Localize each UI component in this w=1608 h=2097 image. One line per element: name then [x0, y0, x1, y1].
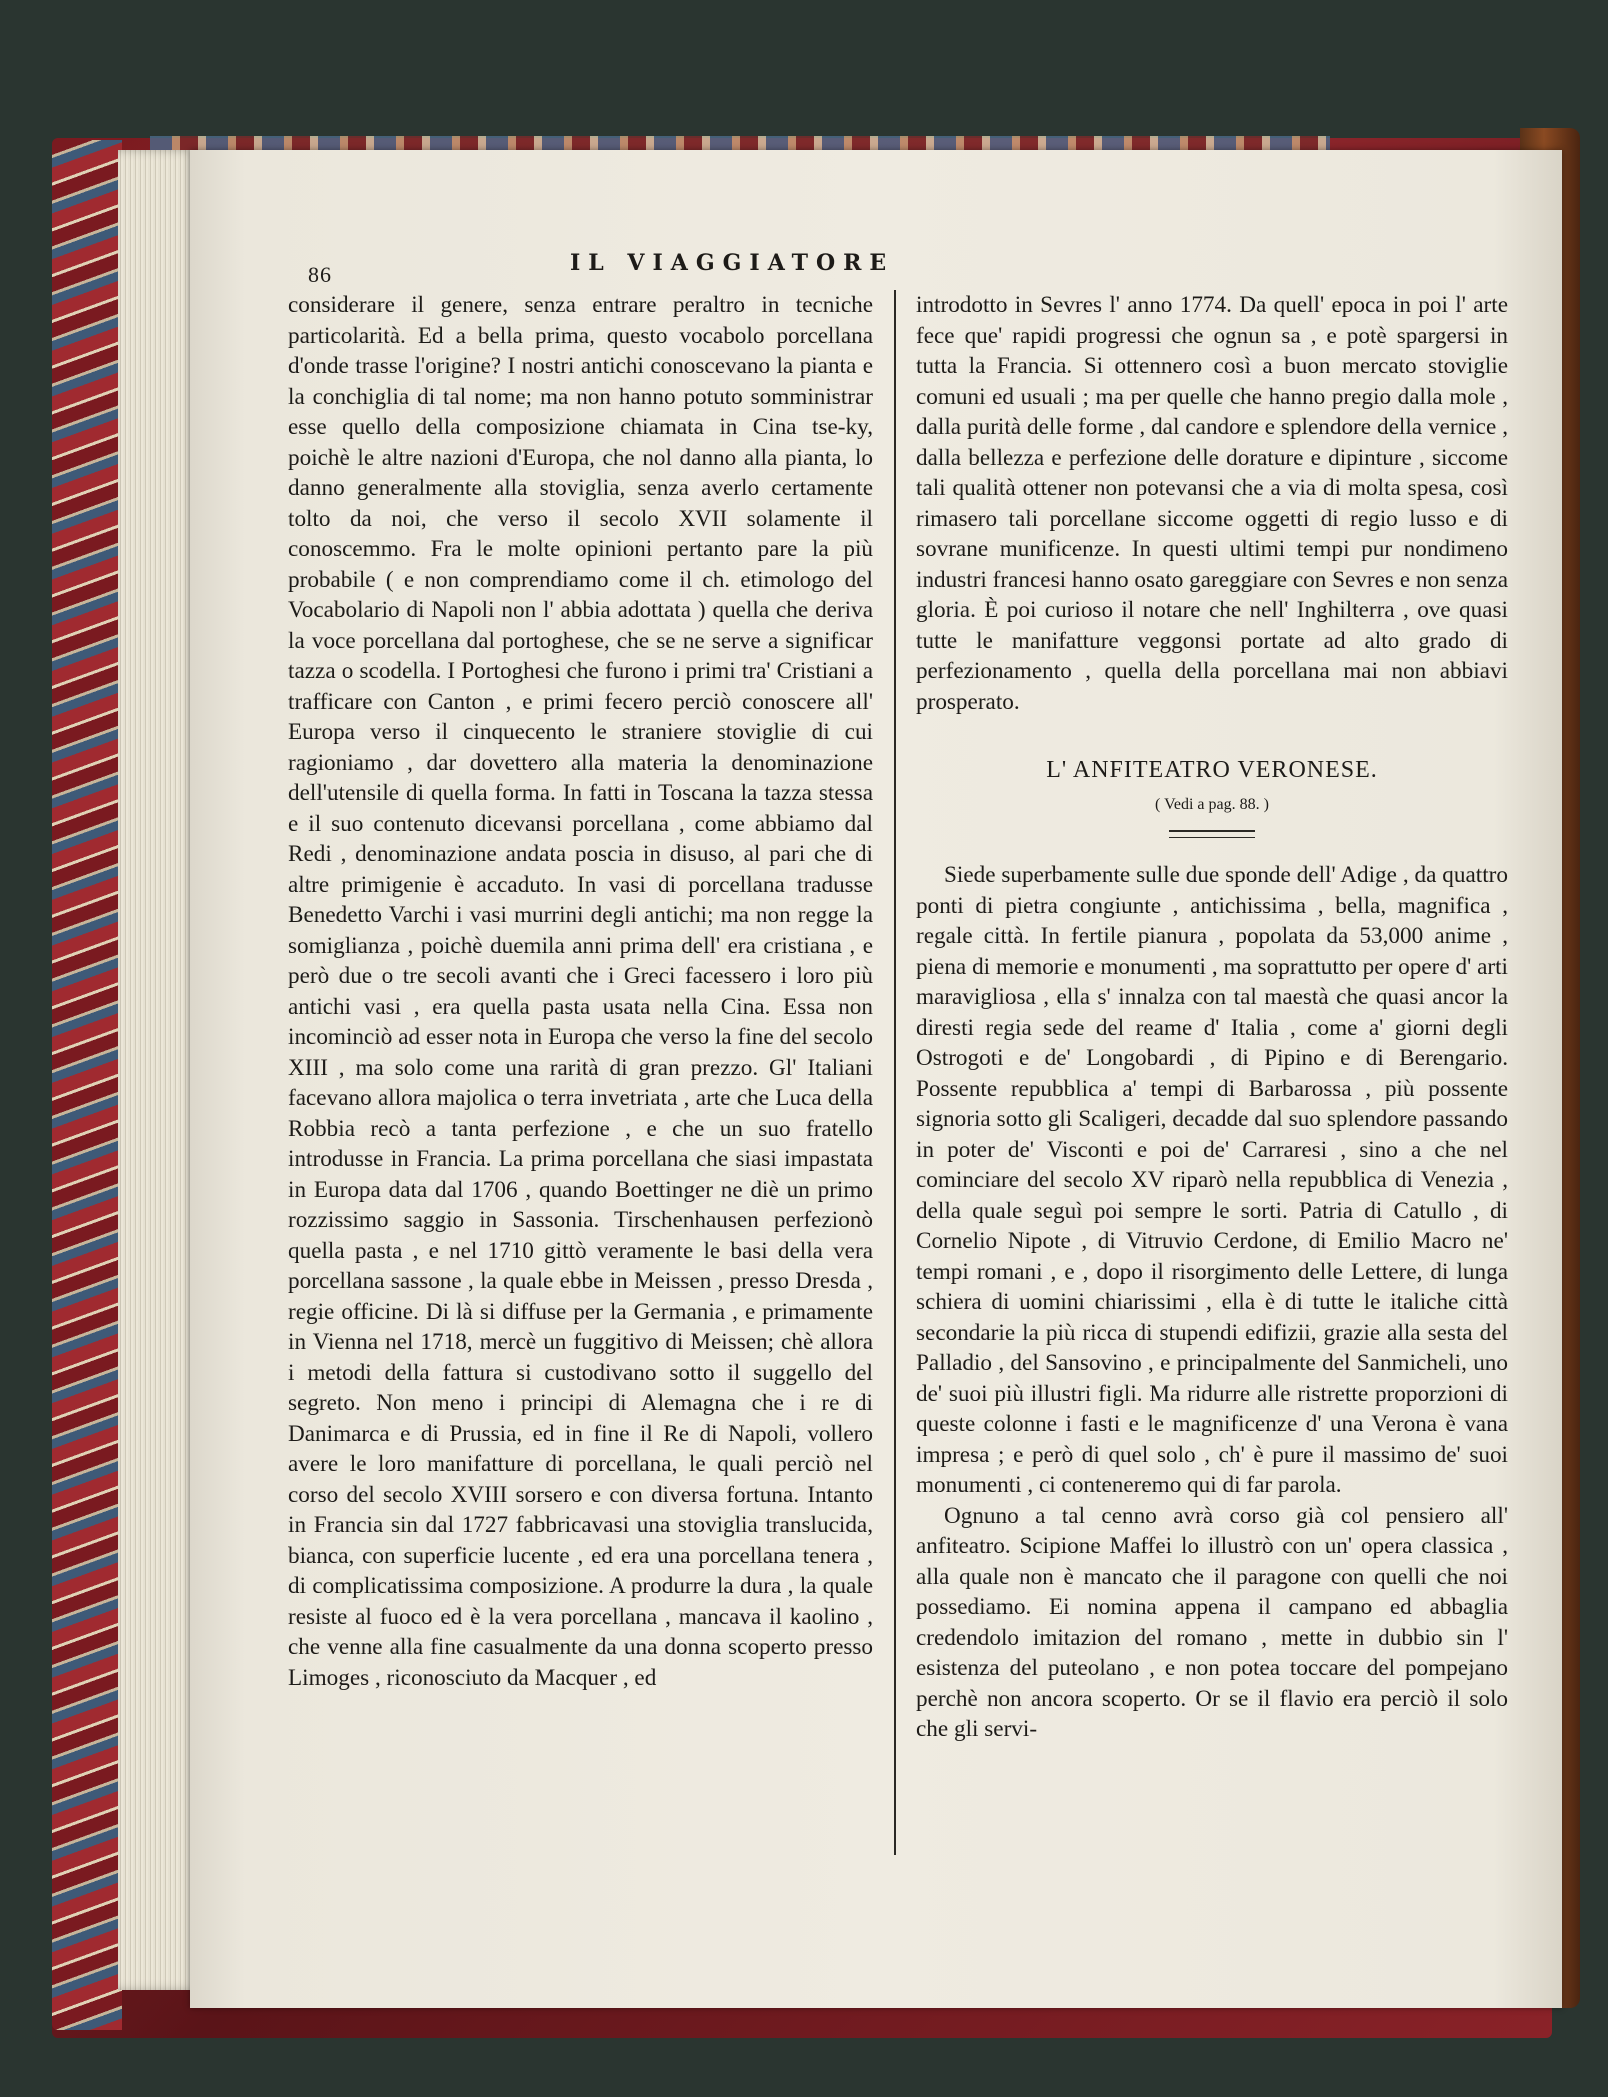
marbled-edge-top	[150, 136, 1330, 150]
running-head: IL VIAGGIATORE	[570, 250, 895, 276]
section-paragraph-2: Ognuno a tal cenno avrà corso già col pensiero all' anfiteatro. Scipione Maffei lo illustrò con un' opera classica , alla quale non è mancato che il paragone con quelli che noi possediamo. Ei nomina appena il campano ed abbaglia credendolo imitazion del romano , mette in dubbio sin l' esistenza del puteolano , e non potea toccare del pompejano perchè non ancora scoperto. Or se il flavio era perciò il solo che gli servi-	[916, 1502, 1508, 1742]
column-divider	[894, 290, 896, 1855]
book-page	[190, 150, 1562, 2008]
marbled-endpaper	[52, 140, 122, 2030]
section-subtitle: ( Vedi a pag. 88. )	[1155, 795, 1269, 813]
section-title: L' ANFITEATRO VERONESE.	[1046, 757, 1378, 783]
page-number: 86	[308, 262, 332, 287]
page-edges	[118, 150, 198, 1990]
left-paragraph: considerare il genere, senza entrare peraltro in tecniche particolarità. Ed a bella prima, questo vocabolo porcellana d'onde trasse l'origine? I nostri antichi conoscevano la pianta e la conchiglia di tal nome; ma non hanno potuto somministrar esse quello della composizione chiamata in Cina tse-ky, poichè le altre nazioni d'Europa, che nol danno alla pianta, lo danno generalmente alla stoviglia, senza averlo certamente tolto da noi, che verso il secolo XVII solamente il conoscemmo. Fra le molte opinioni pertanto pare la più probabile ( e non comprendiamo come il ch. etimologo del Vocabolario di Napoli non l' abbia adottata ) quella che deriva la voce porcellana dal portoghese, che se ne serve a significar tazza o scodella. I Portoghesi che furono i primi tra' Cristiani a trafficare con Canton , e primi fecero perciò conoscere all' Europa verso il cinquecento le straniere stoviglie di cui ragioniamo , dar dovettero alla materia la denominazione dell'utensile di quella forma. In fatti in Toscana la tazza stessa e il suo contenuto dicevansi porcellana , come abbiamo dal Redi , denominazione andata poscia in disuso, al pari che di altre primigenie è accaduto. In vasi di porcellana tradusse Benedetto Varchi i vasi murrini degli antichi; ma non regge la somiglianza , poichè duemila anni prima dell' era cristiana , e però due o tre secoli avanti che i Greci facessero i loro più antichi vasi , era quella pasta usata nella Cina. Essa non incominciò ad esser nota in Europa che verso la fine del secolo XIII , ma solo come una rarità di gran prezzo. Gl' Italiani facevano allora majolica o terra invetriata , arte che Luca della Robbia recò a tanta perfezione , e che un suo fratello introdusse in Francia. La prima porcellana che siasi impastata in Europa data dal 1706 , quando Boettinger ne diè un primo rozzissimo saggio in Sassonia. Tirschenhausen perfezionò quella pasta , e nel 1710 gittò veramente le basi della vera porcellana sassone , la quale ebbe in Meissen , presso Dresda , regie officine. Di là si diffuse per la Germania , e primamente in Vienna nel 1718, mercè un fuggitivo di Meissen; chè allora i metodi della fattura si custodivano sotto il suggello del segreto. Non meno i principi di Alemagna che i re di Danimarca e di Prussia, ed in fine il Re di Napoli, vollero avere le loro manifatture di porcellana, le quali perciò nel corso del secolo XVIII sorsero e con diversa fortuna. Intanto in Francia sin dal 1727 fabbricavasi una stoviglia translucida, bianca, con superficie lucente , ed era una porcellana tenera , di complicatissima composizione. A produrre la dura , la quale resiste al fuoco ed è la vera porcellana , mancava il kaolino , che venne alla fine casualmente da una donna scoperto presso Limoges , riconosciuto da Macquer , ed	[288, 292, 873, 1691]
left-column	[288, 290, 873, 1693]
right-column	[916, 290, 1508, 1745]
right-continuation: introdotto in Sevres l' anno 1774. Da quell' epoca in poi l' arte fece que' rapidi progressi che ognun sa , e potè spargersi in tutta la Francia. Si ottennero così a buon mercato stoviglie comuni ed usuali ; ma per quelle che hanno pregio dalla mole , dalla purità delle forme , dal candore e splendore della vernice , dalla bellezza e perfezione delle dorature e dipinture , siccome tali qualità ottener non potevansi che a via di molta spesa, così rimasero tali porcellane siccome oggetti di regio lusso e di sovrane munificenze. In questi ultimi tempi pur nondimeno industri francesi hanno osato gareggiare con Sevres e non senza gloria. È poi curioso il notare che nell' Inghilterra , ove quasi tutte le manifatture veggonsi portate ad alto grado di perfezionamento , quella della porcellana mai non abbiavi prosperato.	[916, 292, 1508, 715]
section-paragraph-1: Siede superbamente sulle due sponde dell' Adige , da quattro ponti di pietra congiunte , antichissima , bella, magnifica , regale città. In fertile pianura , popolata da 53,000 anime , piena di memorie e monumenti , ma soprattutto per opere d' arti maravigliosa , ella s' innalza con tal maestà che quasi ancor la diresti regia sede del reame d' Italia , come a' giorni degli Ostrogoti e de' Longobardi , di Pipino e di Berengario. Possente repubblica a' tempi di Barbarossa , più possente signoria sotto gli Scaligeri, decadde dal suo splendore passando in poter de' Visconti e poi de' Carraresi , sino a che nel cominciare del secolo XV riparò nella repubblica di Venezia , della quale seguì poi sempre le sorti. Patria di Catullo , di Cornelio Nipote , di Vitruvio Cerdone, di Emilio Macro ne' tempi romani , e , dopo il risorgimento delle Lettere, di lunga schiera di uomini chiarissimi , ella è di tutte le italiche città secondarie la più ricca di stupendi edifizii, grazie alla sesta del Palladio , del Sansovino , e principalmente del Sanmicheli, uno de' suoi più illustri figli. Ma ridurre alle ristrette proporzioni di queste colonne i fasti e le magnificenze d' una Verona è vana impresa ; e però di quel solo , ch' è pure il massimo de' suoi monumenti , ci conteneremo qui di far parola.	[916, 862, 1508, 1498]
title-rule	[1169, 830, 1255, 838]
